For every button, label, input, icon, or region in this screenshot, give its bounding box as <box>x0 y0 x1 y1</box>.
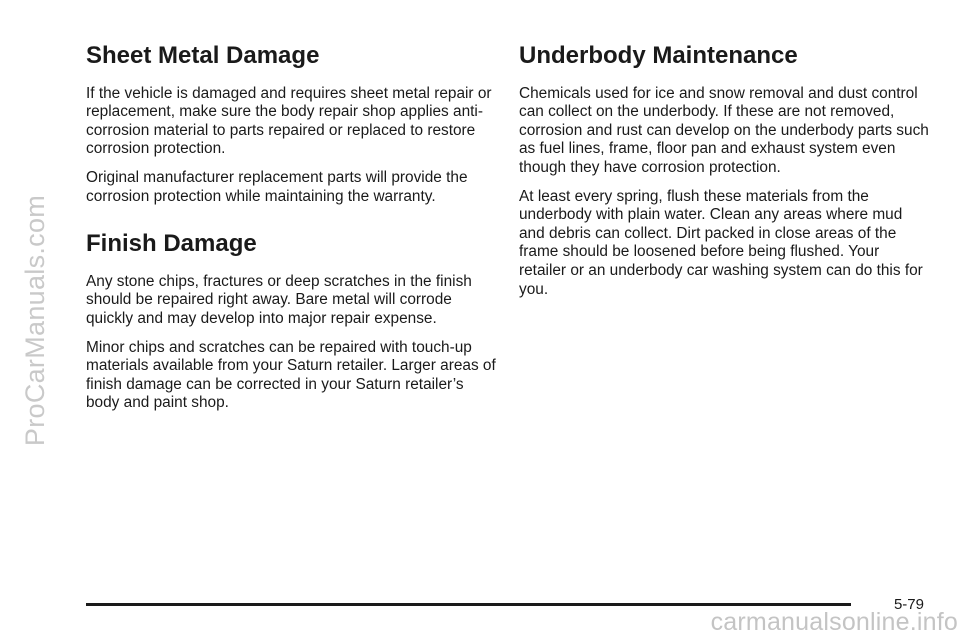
heading-sheet-metal-damage: Sheet Metal Damage <box>86 42 320 69</box>
section-underbody-maintenance <box>519 42 929 299</box>
paragraph-sheet-metal-2: Original manufacturer replacement parts will provide the corrosion protection while maintaining the warranty. <box>86 168 468 205</box>
bottom-watermark: carmanualsonline.info <box>710 608 958 636</box>
paragraph-underbody-1: Chemicals used for ice and snow removal and dust control can collect on the underbody. If these are not removed, corrosion and rust can develop on the underbody parts such as fuel lines, frame, floor pan and exhaust system even though they have corrosion protection. <box>519 84 929 176</box>
page-number: 5-79 <box>893 596 924 613</box>
heading-underbody-maintenance: Underbody Maintenance <box>519 42 798 69</box>
paragraph-underbody-2: At least every spring, flush these materials from the underbody with plain water. Clean any areas where mud and debris can collect. Dirt packed in close areas of the frame should be loosened before being flushed. Your retailer or an underbody car washing system can do this for you. <box>519 187 923 298</box>
side-watermark <box>8 0 64 640</box>
left-column <box>86 42 496 423</box>
side-watermark-text: ProCarManuals.com <box>20 194 51 446</box>
paragraph-finish-damage-2: Minor chips and scratches can be repaired with touch-up materials available from your Saturn retailer. Larger areas of finish damage can be corrected in your Saturn retailer’s body and paint shop. <box>86 338 496 412</box>
paragraph-sheet-metal-1: If the vehicle is damaged and requires sheet metal repair or replacement, make sure the body repair shop applies anti-corrosion material to parts repaired or replaced to restore corrosion protection. <box>86 84 492 158</box>
section-sheet-metal-damage <box>86 42 496 206</box>
right-column <box>519 42 929 309</box>
paragraph-finish-damage-1: Any stone chips, fractures or deep scratches in the finish should be repaired right away. Bare metal will corrode quickly and may develop into major repair expense. <box>86 272 472 327</box>
footer-divider <box>86 603 851 606</box>
heading-finish-damage: Finish Damage <box>86 230 257 258</box>
section-finish-damage <box>86 230 496 413</box>
